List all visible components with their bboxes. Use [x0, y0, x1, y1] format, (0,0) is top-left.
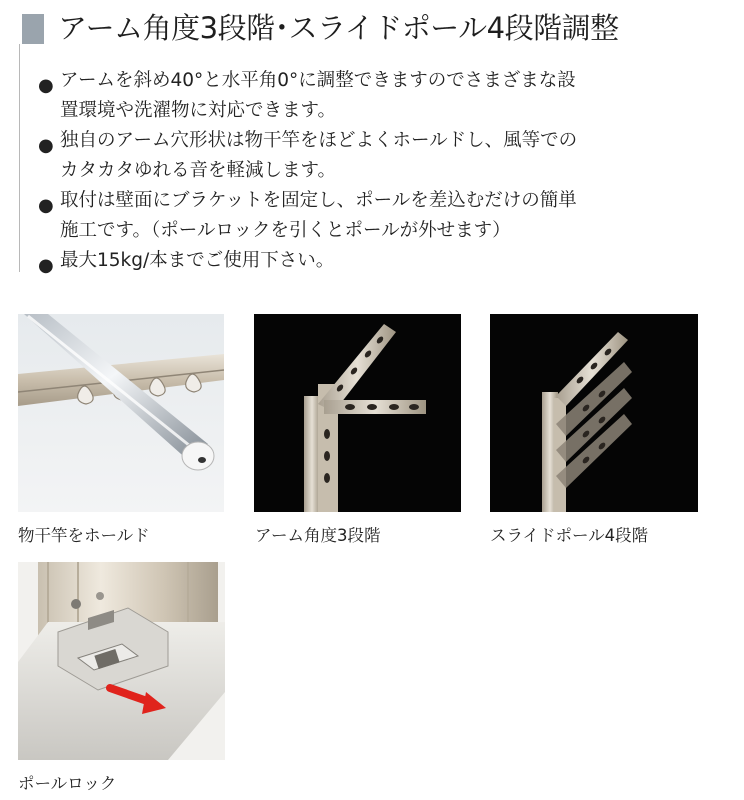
bullet-icon: ● — [38, 75, 54, 96]
feature-line: アームを斜め40°と水平角0°に調整できますのでさまざまな設 — [60, 70, 576, 91]
arm-angle-photo — [254, 314, 461, 512]
pole-lock-photo — [18, 562, 225, 760]
feature-list — [38, 66, 738, 276]
pole-lock-illustration — [18, 562, 225, 760]
title-accent-bar — [22, 14, 44, 44]
feature-line: カタカタゆれる音を軽減します。 — [60, 160, 337, 181]
feature-item — [38, 66, 738, 126]
bullet-icon: ● — [38, 195, 54, 216]
feature-line: 施工です。（ポールロックを引くとポールが外せます） — [60, 220, 511, 241]
photo-caption-pole-hold: 物干竿をホールド — [18, 526, 150, 545]
feature-line: 最大15kg/本までご使用下さい。 — [60, 250, 335, 271]
left-rule-divider — [19, 44, 20, 272]
page-title: アーム角度3段階･スライドポール4段階調整 — [58, 11, 619, 45]
slide-pole-photo — [490, 314, 698, 512]
feature-line: 置環境や洗濯物に対応できます。 — [60, 100, 337, 121]
feature-line: 取付は壁面にブラケットを固定し、ポールを差込むだけの簡単 — [60, 190, 577, 211]
photo-caption-pole-lock: ポールロック — [18, 774, 117, 793]
arm-angle-illustration — [254, 314, 461, 512]
feature-line: 独自のアーム穴形状は物干竿をほどよくホールドし、風等での — [60, 130, 578, 151]
bullet-icon: ● — [38, 255, 54, 276]
pole-hold-illustration — [18, 314, 224, 512]
bullet-icon: ● — [38, 135, 54, 156]
photo-caption-arm-angle: アーム角度3段階 — [255, 526, 381, 545]
feature-item — [38, 186, 738, 246]
slide-pole-illustration — [490, 314, 698, 512]
pole-hold-photo — [18, 314, 224, 512]
photo-caption-slide-pole: スライドポール4段階 — [490, 526, 649, 545]
feature-item — [38, 246, 738, 276]
feature-item — [38, 126, 738, 186]
